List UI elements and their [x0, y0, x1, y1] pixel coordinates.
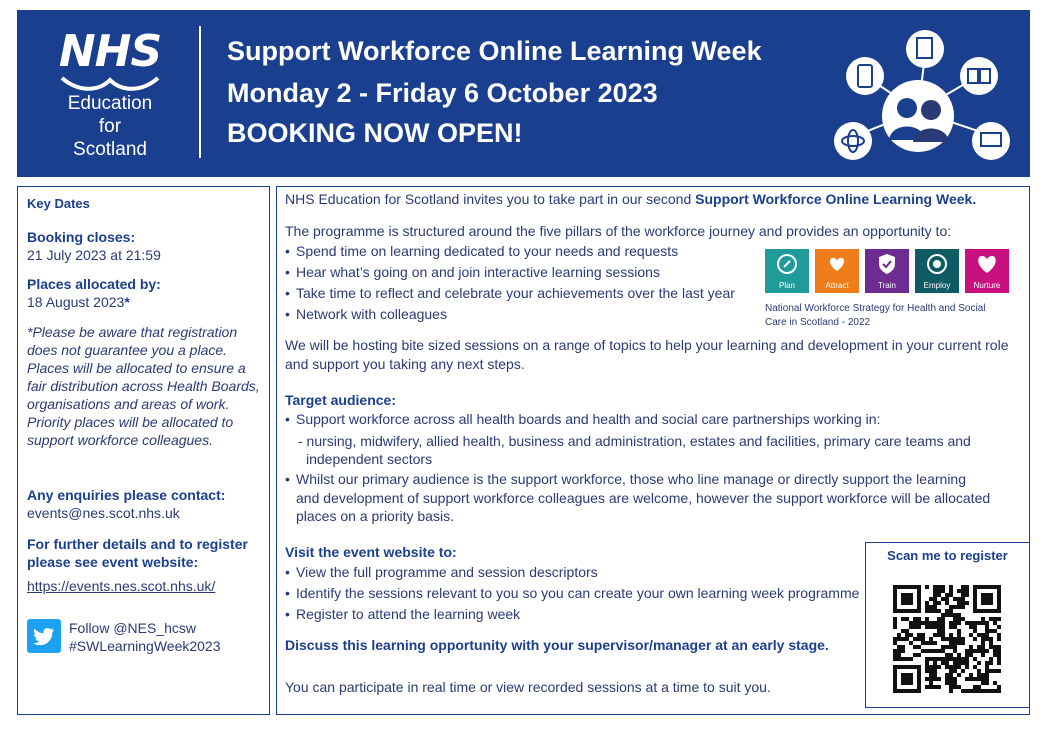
nhs-logo [55, 26, 165, 161]
intro-prefix: NHS Education for Scotland invites you to take part in our second [285, 191, 696, 207]
twitter-icon[interactable] [27, 619, 61, 653]
intro-event-name: Support Workforce Online Learning Week. [695, 191, 977, 207]
compass-icon [765, 249, 809, 279]
list-item: • Network with colleagues [296, 305, 447, 324]
pillar-label: Train [878, 281, 896, 290]
pillar-label: Nurture [973, 281, 1001, 290]
target-b2-line-2: and development of support workforce colleagues are welcome, however the support workforce will be allocated [296, 490, 991, 506]
places-asterisk: * [124, 294, 130, 310]
enquiries-email[interactable]: events@nes.scot.nhs.uk [27, 505, 180, 521]
header-divider [199, 26, 201, 158]
places-allocated-label: Places allocated by: [27, 276, 161, 292]
booking-closes-label: Booking closes: [27, 229, 136, 245]
pillar-attract [815, 249, 859, 293]
target-audience-heading: Target audience: [285, 392, 396, 408]
logo-line-2: for [98, 116, 122, 137]
enquiries-label: Any enquiries please contact: [27, 487, 226, 503]
event-website-link[interactable]: https://events.nes.scot.nhs.uk/ [27, 578, 216, 594]
qr-code-icon[interactable] [893, 585, 1001, 693]
header-banner [17, 10, 1030, 177]
pillar-label: Employ [923, 281, 951, 290]
strategy-line-1: National Workforce Strategy for Health and Social [765, 303, 986, 314]
discuss-text: Discuss this learning opportunity with your supervisor/manager at an early stage. [285, 637, 829, 653]
list-item: • View the full programme and session descriptors [296, 563, 598, 582]
participate-text: You can participate in real time or view recorded sessions at a time to suit you. [285, 679, 771, 695]
hosting-line-1: We will be hosting bite sized sessions on a range of topics to help your learning and development in your current role [285, 337, 1009, 353]
pillar-label: Plan [778, 281, 795, 290]
list-item: • Spend time on learning dedicated to your needs and requests [296, 242, 678, 261]
logo-line-1: Education [67, 93, 153, 114]
booking-open: BOOKING NOW OPEN! [227, 118, 523, 148]
learning-people-icon [815, 16, 1020, 171]
twitter-handle: Follow @NES_hcsw [69, 620, 197, 636]
shield-check-icon [865, 249, 909, 279]
pillar-train [865, 249, 909, 293]
list-item: • Whilst our primary audience is the support workforce, those who line manage or directly support the learning [296, 470, 966, 489]
target-sub-line-1: - nursing, midwifery, allied health, business and administration, estates and facilities, primary care teams and [298, 433, 971, 449]
twitter-block [27, 619, 221, 657]
programme-text: The programme is structured around the five pillars of the workforce journey and provides an opportunity to: [285, 223, 952, 239]
logo-nhs-text: NHS [58, 26, 162, 77]
event-dates: Monday 2 - Friday 6 October 2023 [227, 78, 658, 108]
list-item: • Identify the sessions relevant to you so you can create your own learning week programme [296, 584, 859, 603]
visit-heading: Visit the event website to: [285, 544, 457, 560]
details-label: For further details and to register please see event website: [27, 536, 248, 570]
pillar-plan [765, 249, 809, 293]
intro-text [285, 190, 976, 209]
pillar-label: Attract [825, 281, 849, 290]
list-item: • Register to attend the learning week [296, 605, 520, 624]
event-title: Support Workforce Online Learning Week [227, 36, 762, 66]
list-item: • Support workforce across all health boards and health and social care partnerships working in: [296, 410, 880, 429]
places-allocated-row [27, 293, 260, 311]
logo-line-3: Scotland [73, 139, 147, 160]
heart-icon [965, 249, 1009, 279]
registration-note: *Please be aware that registration does not guarantee you a place. Places will be allocated to ensure a fair distribution across Health Boards, organisations and areas of work. Priority places will be allocated to support workforce colleagues. [27, 324, 260, 448]
pillar-employ [915, 249, 959, 293]
target-b2-line-3: places on a priority basis. [296, 508, 454, 524]
pillar-nurture [965, 249, 1009, 293]
qr-register-box [865, 542, 1030, 708]
twitter-hashtag: #SWLearningWeek2023 [69, 638, 221, 654]
strategy-caption [765, 302, 985, 330]
target-sub-line-2: independent sectors [306, 451, 433, 467]
strategy-line-2: Care in Scotland - 2022 [765, 317, 871, 328]
list-item: • Take time to reflect and celebrate your achievements over the last year [296, 284, 735, 303]
hosting-line-2: and support you taking any next steps. [285, 356, 525, 372]
key-dates-heading: Key Dates [27, 196, 90, 211]
key-dates-panel [17, 186, 270, 715]
badge-icon [915, 249, 959, 279]
places-allocated-value: 18 August 2023 [27, 294, 125, 310]
list-item: • Hear what’s going on and join interactive learning sessions [296, 263, 660, 282]
hand-heart-icon [815, 249, 859, 279]
qr-label: Scan me to register [887, 548, 1008, 563]
booking-closes-value: 21 July 2023 at 21:59 [27, 247, 161, 263]
